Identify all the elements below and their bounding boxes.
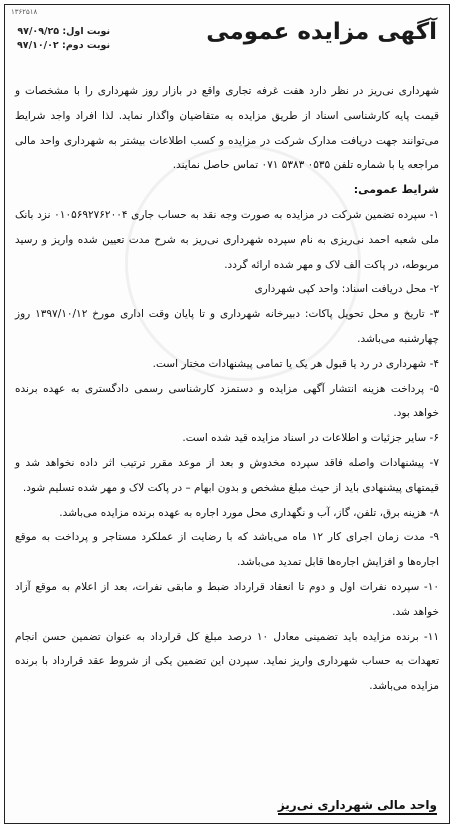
conditions-heading: شرایط عمومی: bbox=[353, 183, 439, 197]
notice-frame bbox=[4, 4, 450, 824]
condition-item: ۶- سایر جزئیات و اطلاعات در اسناد مزایده قید شده است. bbox=[182, 432, 439, 445]
first-publication-date: نوبت اول: ۹۷/۰۹/۲۵ bbox=[17, 26, 111, 37]
condition-item: ۸- هزینه برق، تلفن، گاز، آب و نگهداری محل مورد اجاره به عهده برنده مزایده می‌باشد. bbox=[59, 506, 439, 519]
notice-header bbox=[5, 19, 449, 65]
condition-item: ۷- پیشنهادات واصله فاقد سپرده مخدوش و بعد از موعد مقرر ترتیب اثر داده نخواهد شد و قیمتهای پیشنهادی باید از حیث مبلغ مشخص و بدون ابهام – در پاکت لاک و مهر شده تسلیم شود. bbox=[15, 456, 439, 494]
condition-item: ۱۱- برنده مزایده باید تضمینی معادل ۱۰ درصد مبلغ کل قرارداد به عنوان تضمین حسن انجام تعهدات به حساب شهرداری واریز نماید. سپردن این تضمین یکی از شروط عقد قرارداد با برنده مزایده می‌باشد. bbox=[15, 630, 440, 693]
reference-code: ۱۳۶۲۵۱۸ bbox=[11, 8, 38, 16]
condition-item: ۵- پرداخت هزینه انتشار آگهی مزایده و دستمزد کارشناسی رسمی دادگستری به عهده برنده خواهد بود. bbox=[15, 382, 439, 420]
condition-item: ۱۰- سپرده نفرات اول و دوم تا انعقاد قرارداد ضبط و مابقی نفرات، بعد از اعلام به موقع آزاد خواهد شد. bbox=[15, 580, 439, 618]
notice-body bbox=[15, 79, 439, 699]
condition-item: ۴- شهرداری در رد یا قبول هر یک یا تمامی پیشنهادات مختار است. bbox=[152, 357, 439, 370]
issuer-signature: واحد مالی شهرداری نی‌ریز bbox=[278, 798, 437, 815]
condition-item: ۲- محل دریافت اسناد: واحد کپی شهرداری bbox=[254, 283, 439, 296]
publication-dates bbox=[17, 25, 110, 53]
notice-title: آگهی مزایده عمومی bbox=[206, 19, 437, 45]
second-publication-date: نوبت دوم: ۹۷/۱۰/۰۲ bbox=[17, 40, 111, 51]
intro-paragraph: شهرداری نی‌ریز در نظر دارد هفت غرفه تجاری واقع در بازار روز شهرداری را با مشخصات و قیمت پایه کارشناسی اسناد از طریق مزایده به متقاضیان واگذار نماید. لذا افراد واجد شرایط می‌توانند جهت دریافت مدارک شرکت در مزایده و کسب اطلاعات بیشتر به شهرداری واحد مالی مراجعه یا با شماره تلفن ۰۵۳۵ ۵۳۸۳ ۰۷۱ تماس حاصل نمایند. bbox=[15, 85, 439, 172]
condition-item: ۱- سپرده تضمین شرکت در مزایده به صورت وجه نقد به حساب جاری ۰۱۰۵۶۹۲۷۶۲۰۰۴ نزد بانک ملی شعبه احمد نی‌ریزی به نام سپرده شهرداری نی‌ریز به شرح مدت تعیین شده واریز و رسید مربوطه، در پاکت الف لاک و مهر شده ارائه گردد. bbox=[15, 208, 439, 271]
condition-item: ۳- تاریخ و محل تحویل پاکات: دبیرخانه شهرداری و تا پایان وقت اداری مورخ ۱۳۹۷/۱۰/۱۲ روز چهارشنبه می‌باشد. bbox=[15, 308, 439, 345]
condition-item: ۹- مدت زمان اجرای کار ۱۲ ماه می‌باشد که با رضایت از عملکرد مستاجر و پرداخت به موقع اجاره‌ها و افزایش اجاره‌ها قابل تمدید می‌باشد. bbox=[15, 531, 439, 569]
